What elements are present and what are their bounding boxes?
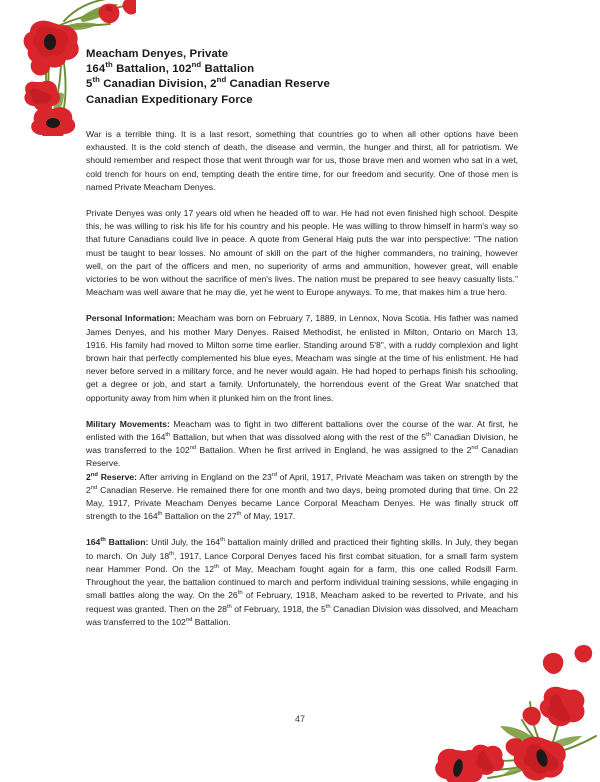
page-number: 47 <box>294 714 305 724</box>
paragraph-second-reserve <box>86 471 518 524</box>
ordinal-suffix: nd <box>185 616 193 623</box>
paragraph-youth: Private Denyes was only 17 years old when he headed off to war. He had not even finished high school. Despite this, he was willing to risk his life for his country and his people. He was willing to throw himself in harm's way so that future Canadians could live in peace. A quote from General Haig puts the war into perspective: "The nation must be taught to bear losses. No amount of skill on the part of the higher commanders, no training, however well, on the part of the officers and men, no superiority of arms and ammunition, however great, will enable victories to be won without the sacrifice of men's lives. The nation must be prepared to see heavy casualty lists." Meacham was well aware that he may die, yet he went to Europe anyways. To me, that makes him a true hero. <box>86 208 518 298</box>
ordinal-suffix: nd <box>216 75 227 85</box>
battalion-separator: Battalion, 102 <box>112 63 192 76</box>
batt164-text-f: of February, 1918, the 5 <box>231 603 326 614</box>
poppy-flower-icon <box>469 745 504 775</box>
ordinal-suffix: nd <box>90 485 98 492</box>
military-text-c: Canadian Division, he was transferred to the 102 <box>86 432 519 456</box>
military-text-d: Battalion. When he first arrived in England, he was assigned to the 2 <box>196 445 472 456</box>
batt164-text-d: of May, Meacham fought again for a farm, this one called Rodsill Farm. Throughout the year, the battalion continued to march and perform individual training sessions, while engaging in small battles along the way. On the 26 <box>86 563 518 601</box>
reserve-label-text: Reserve: <box>97 471 138 482</box>
reserve-2-label: Canadian Reserve <box>226 78 330 91</box>
military-movements-label: Military Movements: <box>86 418 170 429</box>
reserve-text-c: Canadian Reserve. He remained there for one month and two days, being promoted during that time. On 22 May, 1917, Private Meacham Denyes became Lance Corporal Meacham Denyes. He was finally struck off strength to the 164 <box>86 484 518 522</box>
batt164-label-number: 164 <box>86 537 101 548</box>
ordinal-suffix: nd <box>471 445 478 452</box>
document-body <box>86 128 518 642</box>
title-line-name: Meacham Denyes, Private <box>86 48 229 60</box>
poppy-bud-icon <box>543 653 564 674</box>
ordinal-suffix: th <box>426 432 431 439</box>
ordinal-suffix: nd <box>189 445 197 452</box>
battalion-164: 164 <box>86 63 106 76</box>
batt164-text-e: of February, 1918, Meacham asked to be reverted to Private, and his request was granted. Then on the 28 <box>86 590 518 614</box>
military-text-e: Canadian Reserve. <box>86 445 518 469</box>
reserve-label-number: 2 <box>86 471 91 482</box>
ordinal-suffix: th <box>325 603 331 610</box>
title-line-battalions <box>86 62 516 77</box>
ordinal-suffix: nd <box>191 60 202 70</box>
batt164-label <box>86 537 148 547</box>
division-5: 5 <box>86 78 93 91</box>
batt164-text-h: Battalion. <box>192 616 231 627</box>
ordinal-suffix: nd <box>90 471 98 478</box>
poppy-flower-icon <box>24 21 79 68</box>
paragraph-personal-information <box>86 312 518 404</box>
ordinal-suffix: th <box>169 550 175 557</box>
ordinal-suffix: th <box>92 75 100 85</box>
poppy-bud-icon <box>99 4 120 24</box>
division-separator: Canadian Division, 2 <box>99 78 217 91</box>
page-title <box>86 47 516 108</box>
poppy-bud-icon <box>574 645 592 663</box>
ordinal-suffix: th <box>165 432 171 439</box>
battalion-102-label: Battalion <box>201 63 255 76</box>
poppy-bud-icon <box>506 738 525 756</box>
poppy-cluster-icon <box>430 642 600 782</box>
ordinal-suffix: th <box>100 537 106 544</box>
ordinal-suffix: th <box>220 537 225 544</box>
reserve-text-b: of April, 1917, Private Meacham was taken on strength by the 2 <box>86 471 519 495</box>
reserve-text-a: After arriving in England on the 23 <box>137 471 272 482</box>
military-text-b: Battalion, but when that was dissolved along with the rest of the 5 <box>170 432 427 443</box>
ordinal-suffix: th <box>214 564 219 571</box>
ordinal-suffix: th <box>236 511 242 518</box>
batt164-text-a: Until July, the 164 <box>148 537 221 548</box>
batt164-text-g: Canadian Division was dissolved, and Meacham was transferred to the 102 <box>86 603 518 627</box>
ordinal-suffix: th <box>237 590 243 597</box>
personal-information-label: Personal Information: <box>86 313 176 324</box>
paragraph-military-movements <box>86 418 518 471</box>
poppy-flower-icon <box>435 749 483 782</box>
poppy-flower-icon <box>24 81 60 112</box>
reserve-text-e: of May, 1917. <box>241 511 296 522</box>
poppy-flower-icon <box>31 107 75 136</box>
military-text-a: Meacham was to fight in two different battalions over the course of the war. At first, he enlisted with the 164 <box>86 418 518 443</box>
title-line-division <box>86 77 516 92</box>
title-line-force: Canadian Expeditionary Force <box>86 93 253 106</box>
poppy-bud-icon <box>31 56 51 76</box>
ordinal-suffix: rd <box>271 471 277 478</box>
ordinal-suffix: th <box>105 60 113 70</box>
paragraph-intro: War is a terrible thing. It is a last resort, something that countries go to when all other options have been exhausted. It is the cold stench of death, the disease and vermin, the hunger and thirst, all for patriotism. We should remember and respect those that went through war for us, those brave men and women who sat in a wet, cold trench for hours on end, tempting death the entire time, for our freedom and security. One of those men is named Private Meacham Denyes. <box>86 129 518 192</box>
second-reserve-label <box>86 472 137 482</box>
reserve-text-d: Battalion on the 27 <box>162 511 237 522</box>
ordinal-suffix: th <box>226 603 232 610</box>
batt164-text-b: battalion mainly drilled and practiced their fighting skills. In July, they began to march. On July 18 <box>86 537 519 561</box>
batt164-label-text: Battalion: <box>105 537 149 548</box>
paragraph-164th-battalion <box>86 536 518 628</box>
batt164-text-c: , 1917, Lance Corporal Denyes faced his first combat situation, for a small farm system near Hammer Pond. On the 12 <box>86 550 518 574</box>
ordinal-suffix: th <box>157 511 163 518</box>
poppy-bud-icon <box>122 0 136 15</box>
personal-information-body: Meacham was born on February 7, 1889, in Lennox, Nova Scotia. His father was named James Denyes, and his mother Mary Denyes. Raised Methodist, he enlisted in Milton, Ontario on March 13, 1916. His family had moved to Milton some time earlier. Standing around 5'8", with a ruddy complexion and light brown hair that perfectly complemented his blue eyes, Meacham was single at the time of his enlistment. He had never before served in a military force, and he never would again. He had hoped to perhaps finish his schooling, get a degree or job, and start a family. Unfortunately, the horrendous event of the Great War snatched that opportunity away from him when it plunked him on the front lines. <box>86 313 518 403</box>
poppy-flower-icon <box>514 737 566 781</box>
